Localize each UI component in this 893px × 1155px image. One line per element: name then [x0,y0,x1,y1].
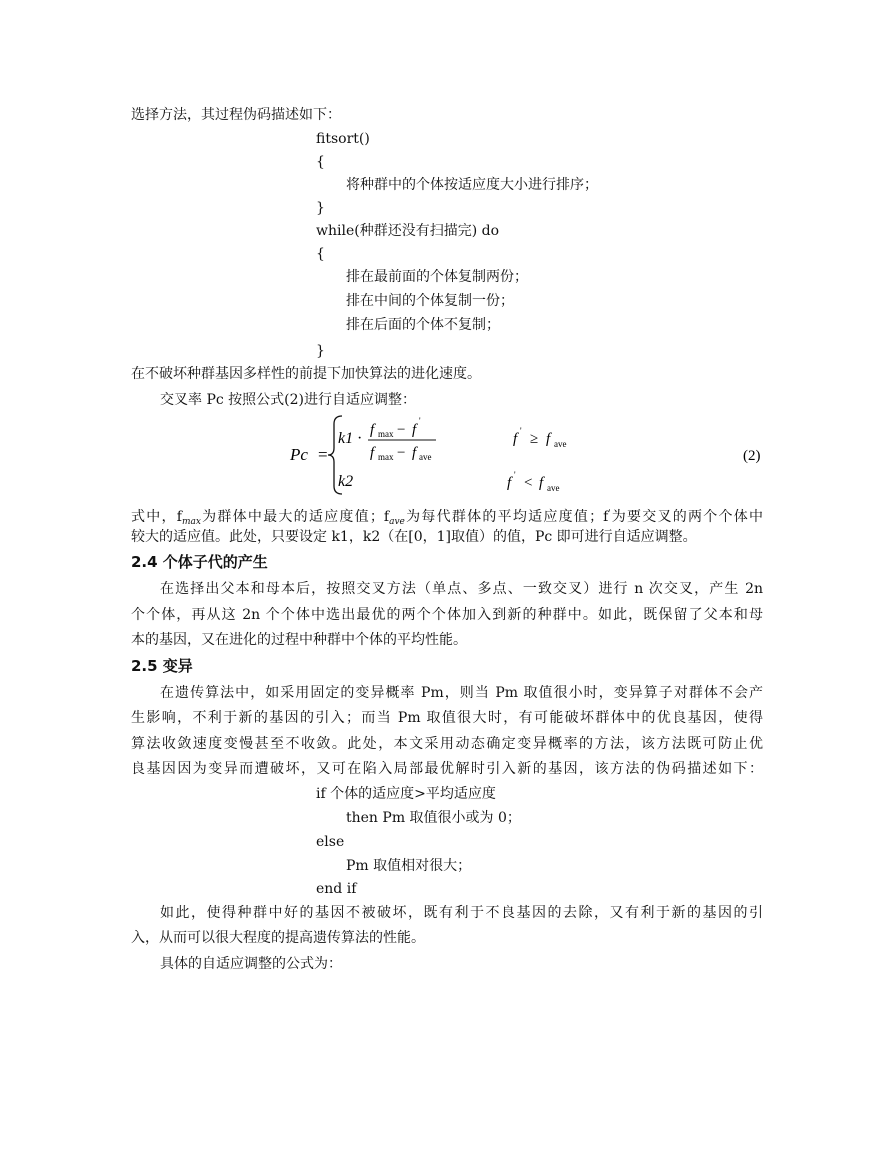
section-heading-2-5: 2.5 变异 [131,657,193,675]
code-line: } [316,200,325,216]
paragraph-line: 具体的自适应调整的公式为： [160,956,342,972]
formula-den-minus: − [397,445,406,461]
formula-cond2-fave: f [539,475,544,491]
formula-num-sub: max [378,429,394,439]
paragraph-line: 良基因因为变异而遭破坏，又可在陷入局部最优解时引入新的基因，该方法的伪码描述如下： [131,761,763,777]
body-text: 在不破坏种群基因多样性的前提下加快算法的进化速度。 [131,366,481,382]
paragraph-line: 在选择出父本和母本后，按照交叉方法（单点、多点、一致交叉）进行 n 次交叉，产生 2n [160,581,763,597]
paragraph-line: 如此，使得种群中好的基因不被破坏，既有利于不良基因的去除，又有利于新的基因的引 [160,905,763,921]
formula-cond2-op: < [524,475,533,491]
formula-cond1-fave: f [546,431,551,447]
formula-cond2-prime: ' [514,470,516,480]
formula-num-fprime: f [412,422,417,438]
formula-explain-1: 式中，$f_{max}$为群体中最大的适应度值；$f_{ave}$为每代群体的平均适应度值；f'为要交叉的两个个体中 [131,508,763,527]
formula-num-minus: − [397,422,406,438]
formula-2 [280,410,770,500]
paragraph-line: 个个体，再从这 2n 个个体中选出最优的两个个体加入到新的种群中。如此，既保留了父本和母 [131,607,763,623]
code-line: 将种群中的个体按适应度大小进行排序； [346,177,598,193]
formula-k1: k1 [338,430,354,447]
formula-den-sub1: max [378,452,394,462]
section-heading-2-4: 2.4 个体子代的产生 [131,553,268,571]
code-line: { [316,154,325,170]
paragraph-line: 在遗传算法中，如采用固定的变异概率 Pm，则当 Pm 取值很小时，变异算子对群体不会产 [160,685,763,701]
intro-text: 选择方法，其过程伪码描述如下： [131,107,341,123]
paragraph-line: 入，从而可以很大程度的提高遗传算法的性能。 [131,930,425,946]
code-line: 排在最前面的个体复制两份； [346,269,528,285]
formula-cond1-f: f [513,431,518,447]
formula-cond1-ave: ave [554,439,567,449]
formula-k2: k2 [338,473,354,490]
formula-num-prime: ' [419,416,421,426]
paragraph-line: 生影响，不利于新的基因的引入；而当 Pm 取值很大时，有可能破坏群体中的优良基因，使得 [131,710,763,726]
body-text: 交叉率 Pc 按照公式(2)进行自适应调整： [160,392,416,408]
formula-cond1-prime: ' [520,426,522,436]
code-line: 排在中间的个体复制一份； [346,293,514,309]
code-line: then Pm 取值很小或为 0； [346,810,521,826]
formula-number: (2) [743,448,761,464]
paragraph-line: 算法收敛速度变慢甚至不收敛。此处，本文采用动态确定变异概率的方法，该方法既可防止优 [131,736,763,752]
formula-explain-2: 较大的适应值。此处，只要设定 k1，k2（在[0，1]取值）的值，Pc 即可进行自适应调整。 [131,529,697,545]
paragraph-line: 本的基因，又在进化的过程中种群中个体的平均性能。 [131,632,467,648]
formula-den-f2: f [412,445,417,461]
formula-cond1-op: ≥ [530,431,539,447]
formula-dot: · [357,430,363,447]
code-line: Pm 取值相对很大； [346,858,472,874]
code-line: while(种群还没有扫描完) do [316,223,500,239]
code-line: 排在后面的个体不复制； [346,317,500,333]
formula-den-f: f [370,445,375,461]
code-line: if 个体的适应度>平均适应度 [316,786,496,802]
code-line: } [316,343,325,359]
code-line: { [316,246,325,262]
formula-den-sub2: ave [419,452,432,462]
formula-num-f: f [370,422,375,438]
formula-cond2-f: f [507,475,512,491]
code-line: else [316,834,345,850]
formula-cond2-ave: ave [547,483,560,493]
formula-eq: = [318,445,328,464]
code-line: fitsort() [316,131,370,147]
formula-lhs: Pc [290,445,308,464]
code-line: end if [316,881,357,897]
